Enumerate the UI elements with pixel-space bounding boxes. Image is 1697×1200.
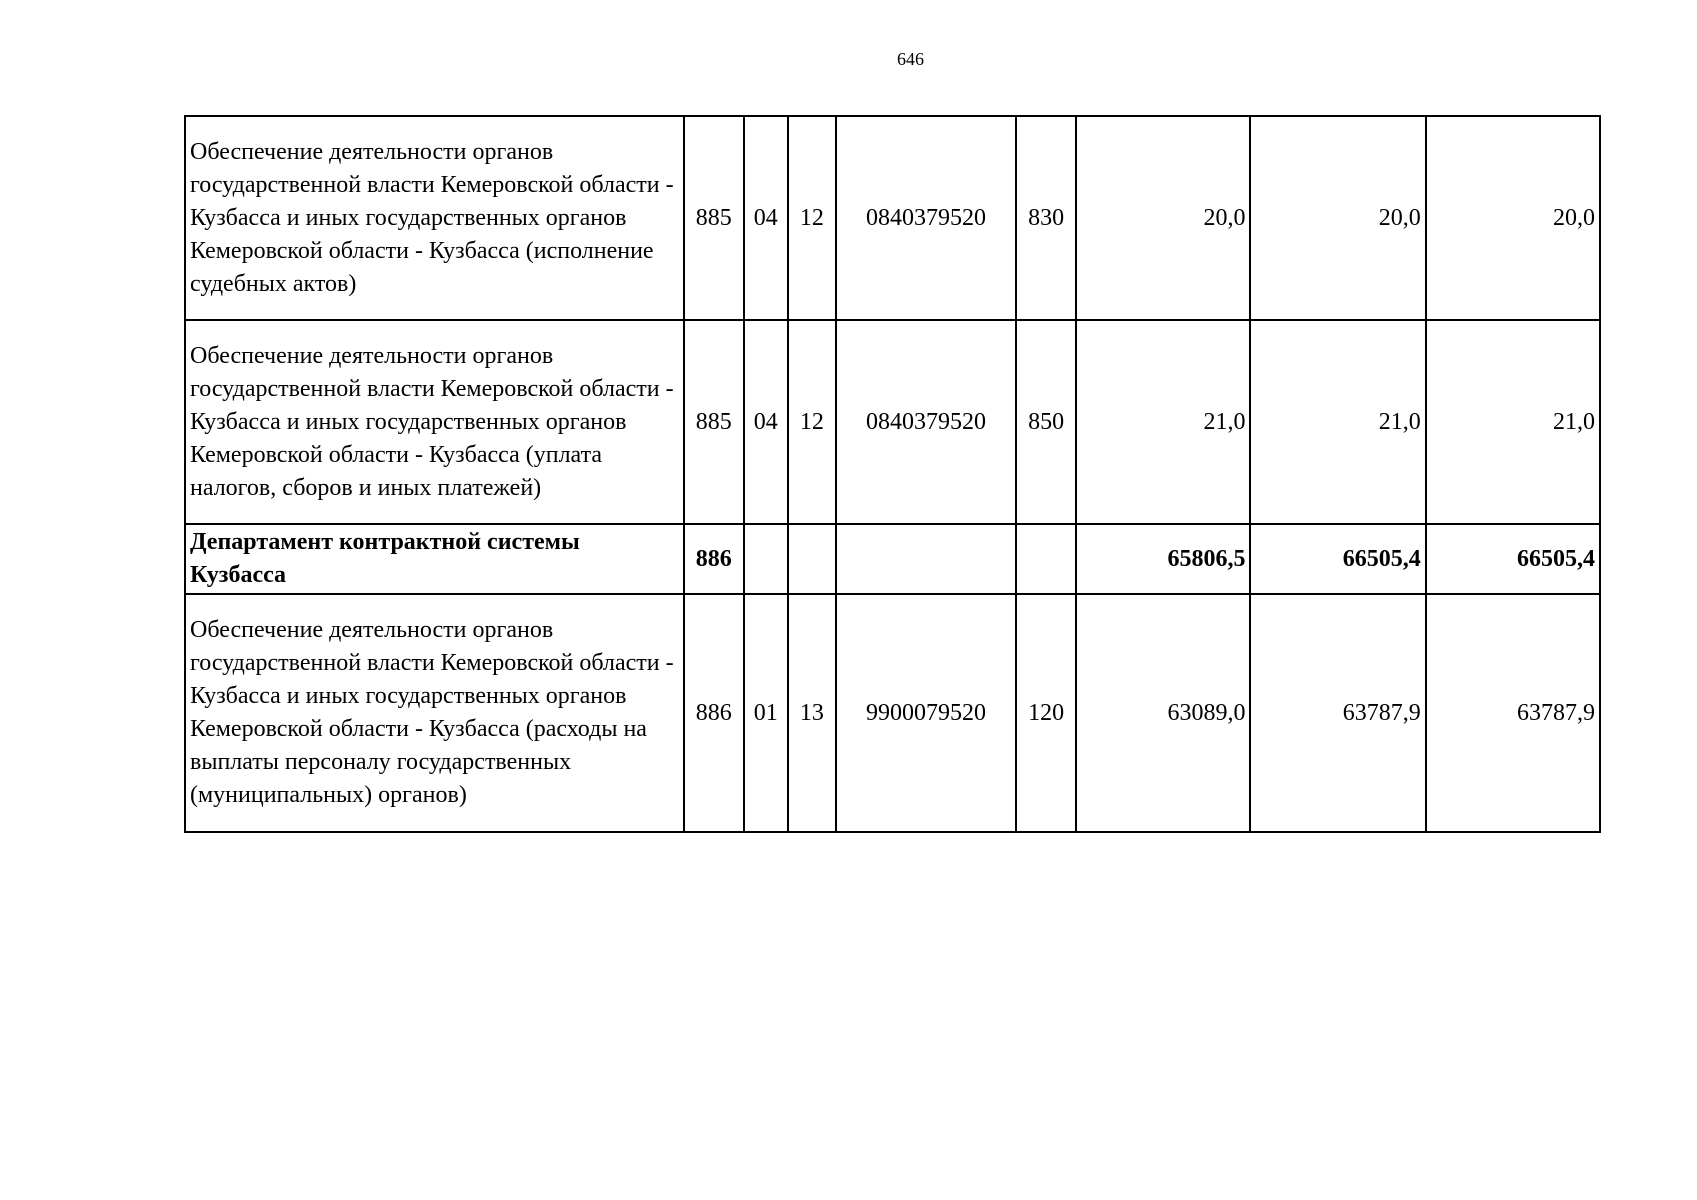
page-number: 646 — [897, 49, 924, 69]
subsection-code: 12 — [788, 116, 836, 320]
expense-type-code: 850 — [1016, 320, 1076, 524]
expense-type-code: 120 — [1016, 594, 1076, 832]
ministry-code: 885 — [684, 116, 744, 320]
amount-year-1: 20,0 — [1076, 116, 1250, 320]
ministry-code: 885 — [684, 320, 744, 524]
amount-year-1: 21,0 — [1076, 320, 1250, 524]
ministry-code: 886 — [684, 594, 744, 832]
expense-type-code: 830 — [1016, 116, 1076, 320]
table-row — [185, 320, 1600, 524]
amount-year-1: 65806,5 — [1076, 524, 1250, 594]
amount-year-1: 63089,0 — [1076, 594, 1250, 832]
amount-year-3: 63787,9 — [1426, 594, 1600, 832]
subsection-code: 13 — [788, 594, 836, 832]
row-name: Обеспечение деятельности органов государственной власти Кемеровской области - Кузбасса и иных государственных органов Кемеровской области - Кузбасса (расходы на выплаты персоналу государственных (муниципальных) органов) — [185, 594, 684, 832]
section-code — [744, 524, 788, 594]
amount-year-3: 20,0 — [1426, 116, 1600, 320]
amount-year-2: 21,0 — [1250, 320, 1425, 524]
amount-year-3: 21,0 — [1426, 320, 1600, 524]
section-code: 04 — [744, 320, 788, 524]
department-row — [185, 524, 1600, 594]
amount-year-2: 63787,9 — [1250, 594, 1425, 832]
subsection-code — [788, 524, 836, 594]
subsection-code: 12 — [788, 320, 836, 524]
target-article-code: 9900079520 — [836, 594, 1016, 832]
table-row — [185, 116, 1600, 320]
section-code: 04 — [744, 116, 788, 320]
department-name: Департамент контрактной системы Кузбасса — [185, 524, 684, 594]
amount-year-2: 20,0 — [1250, 116, 1425, 320]
target-article-code — [836, 524, 1016, 594]
section-code: 01 — [744, 594, 788, 832]
amount-year-2: 66505,4 — [1250, 524, 1425, 594]
target-article-code: 0840379520 — [836, 320, 1016, 524]
ministry-code: 886 — [684, 524, 744, 594]
amount-year-3: 66505,4 — [1426, 524, 1600, 594]
table-row — [185, 594, 1600, 832]
row-name: Обеспечение деятельности органов государственной власти Кемеровской области - Кузбасса и иных государственных органов Кемеровской области - Кузбасса (исполнение судебных актов) — [185, 116, 684, 320]
expense-type-code — [1016, 524, 1076, 594]
budget-table — [184, 115, 1601, 833]
row-name: Обеспечение деятельности органов государственной власти Кемеровской области - Кузбасса и иных государственных органов Кемеровской области - Кузбасса (уплата налогов, сборов и иных платежей) — [185, 320, 684, 524]
target-article-code: 0840379520 — [836, 116, 1016, 320]
